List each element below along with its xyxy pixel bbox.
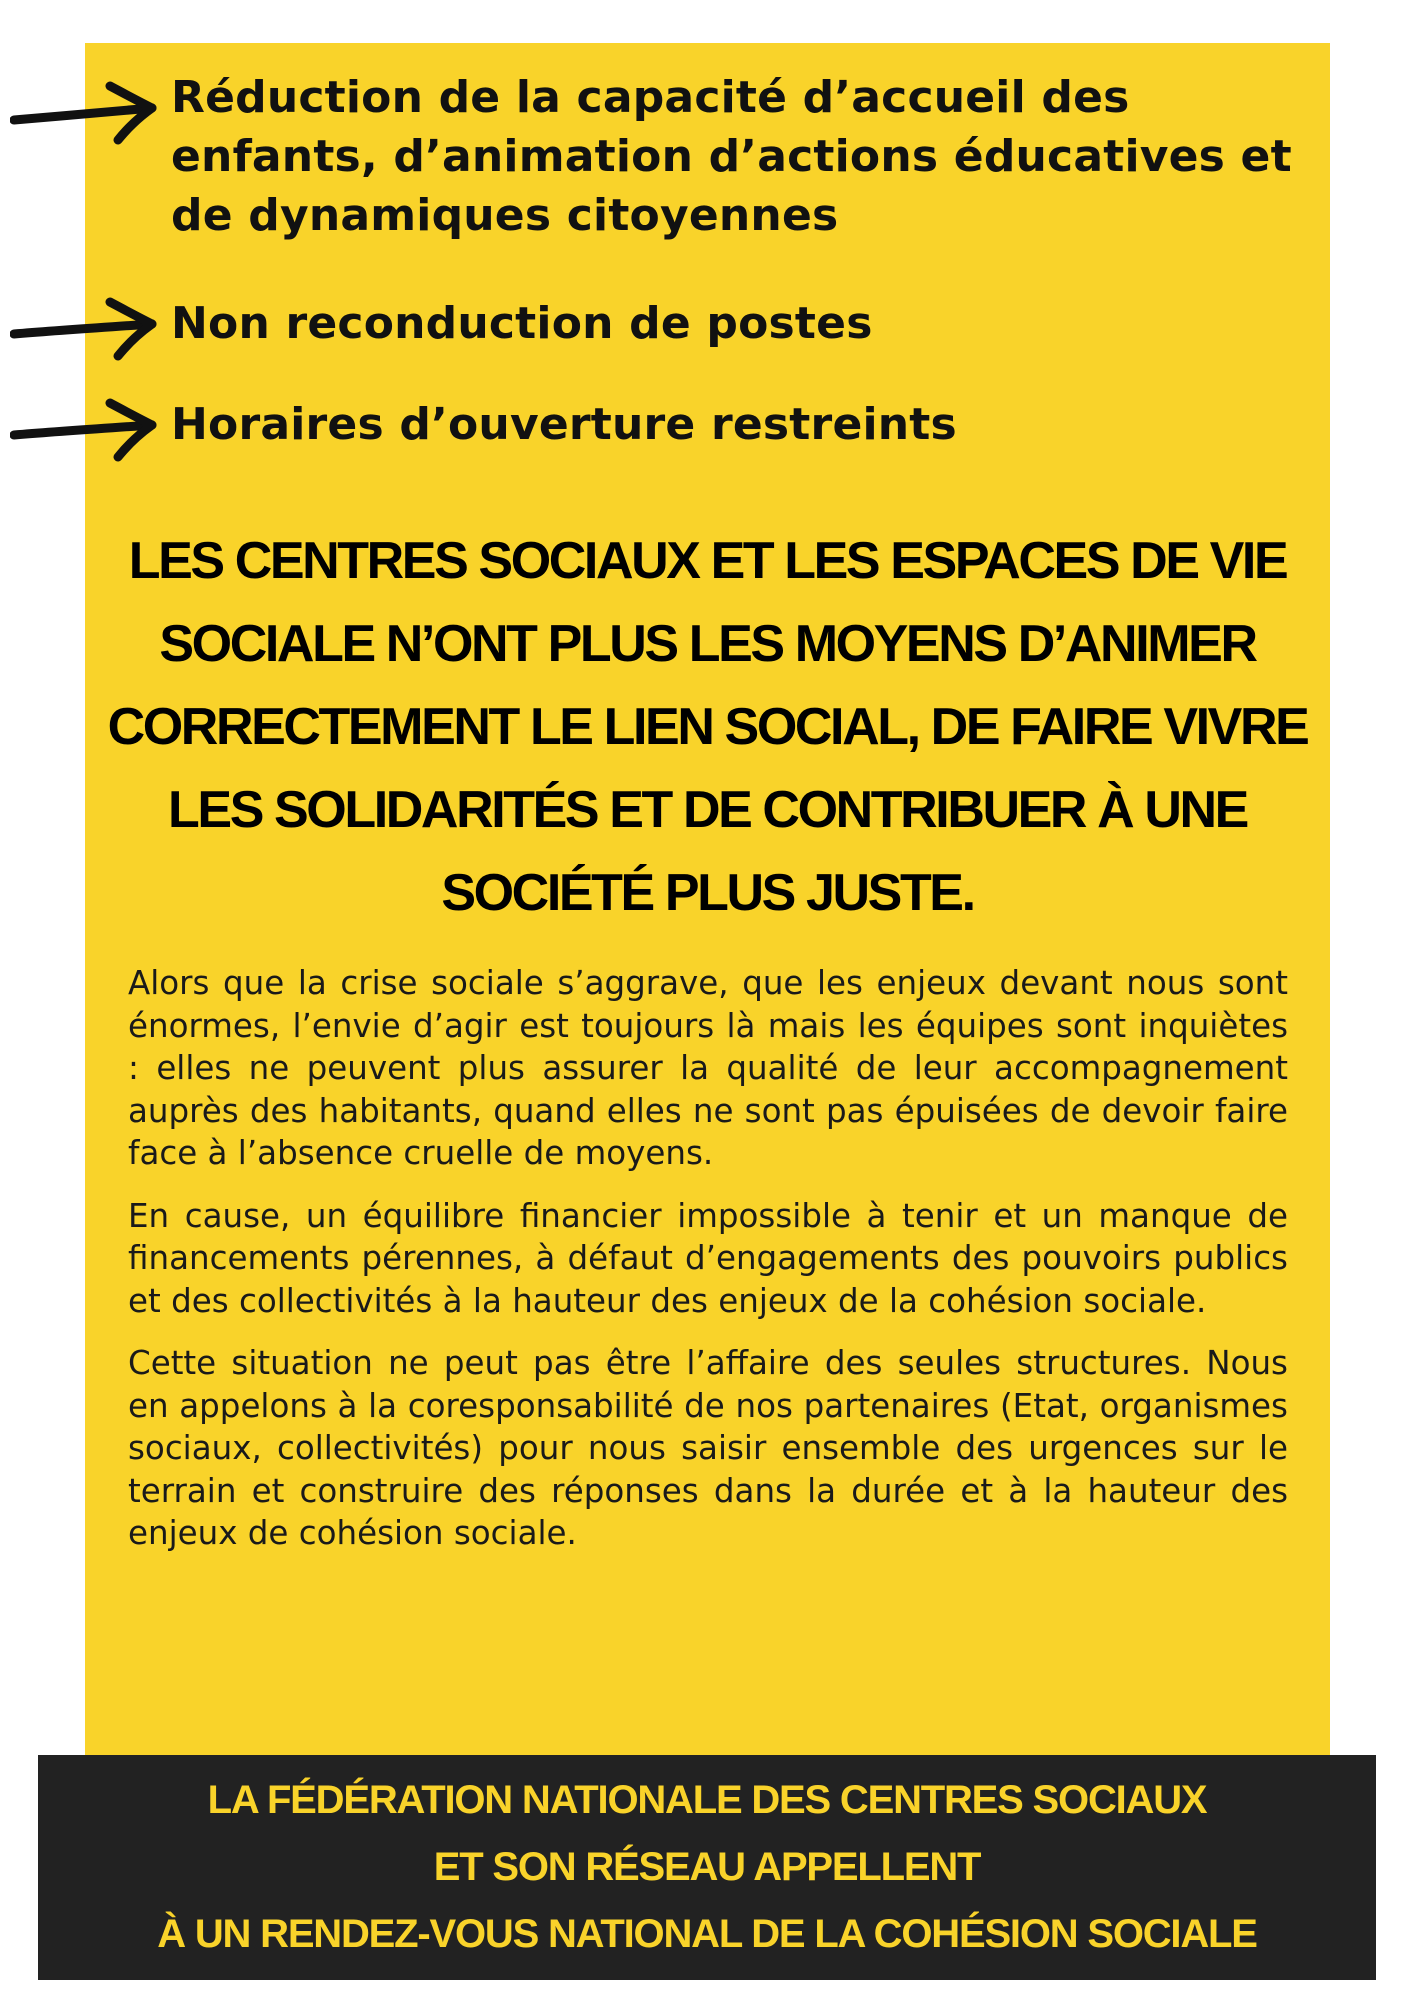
paragraph: Cette situation ne peut pas être l’affaire des seules structures. Nous en appelons à la coresponsabilité de nos partenaires (Etat, organismes sociaux, collectivités) pour nous saisir ensemble des urgences sur le terrain et construire des réponses dans la durée et à la hauteur des enjeux de cohésion sociale. [128,1344,1288,1552]
footer-line: ET SON RÉSEAU APPELLENT [433,1845,981,1889]
body-text [128,962,1288,1575]
arrow-right-icon [10,395,160,465]
arrow-right-icon [10,294,160,364]
paragraph: En cause, un équilibre financier impossible à tenir et un manque de financements pérennes, à défaut d’engagements des pouvoirs publics et des collectivités à la hauteur des enjeux de la cohésion sociale. [128,1196,1288,1320]
bullet-text: Réduction de la capacité d’accueil des enfants, d’animation d’actions éducatives et de dynamiques citoyennes [171,72,1292,241]
footer-line: LA FÉDÉRATION NATIONALE DES CENTRES SOCIAUX [207,1778,1207,1822]
bullet-text: Horaires d’ouverture restreints [171,399,957,450]
bullet-text: Non reconduction de postes [171,298,873,349]
footer-banner [38,1755,1376,1980]
headline: LES CENTRES SOCIAUX ET LES ESPACES DE VIE SOCIALE N’ONT PLUS LES MOYENS D’ANIMER CORRECTEMENT LE LIEN SOCIAL, DE FAIRE VIVRE LES SOLIDARITÉS ET DE CONTRIBUER À UNE SOCIÉTÉ PLUS JUSTE. [107,532,1308,922]
arrow-right-icon [10,78,160,148]
paragraph: Alors que la crise sociale s’aggrave, que les enjeux devant nous sont énormes, l’envie d’agir est toujours là mais les équipes sont inquiètes : elles ne peuvent plus assurer la qualité de leur accompagnement auprès des habitants, quand elles ne sont pas épuisées de devoir faire face à l’absence cruelle de moyens. [128,964,1288,1172]
footer-line: À UN RENDEZ-VOUS NATIONAL DE LA COHÉSION SOCIALE [157,1912,1257,1956]
